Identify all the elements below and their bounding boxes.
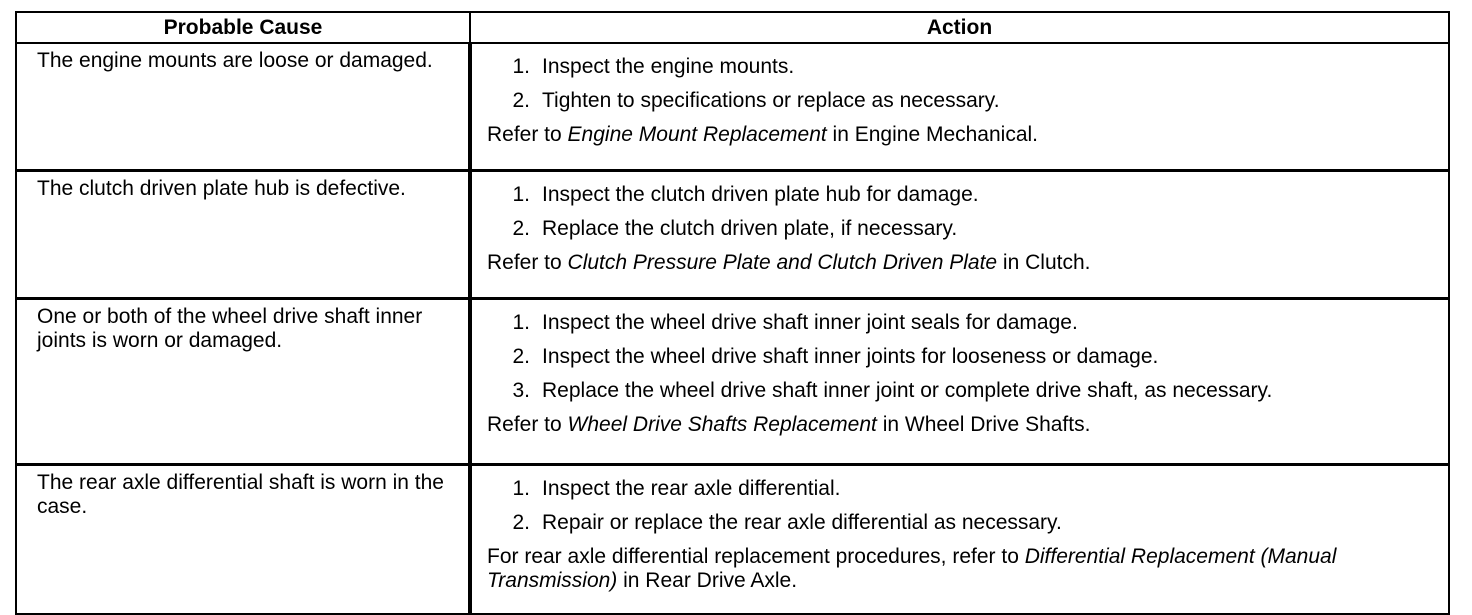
cause-cell: The clutch driven plate hub is defective. <box>16 171 470 299</box>
step-text: Repair or replace the rear axle differential as necessary. <box>542 511 1062 534</box>
action-cell <box>470 299 1449 465</box>
action-step <box>487 511 1440 535</box>
reference-note <box>487 413 1440 437</box>
reference-note <box>487 545 1440 593</box>
reference-title: Wheel Drive Shafts Replacement <box>567 413 877 436</box>
reference-suffix: in Clutch. <box>997 251 1091 274</box>
action-step <box>487 217 1440 241</box>
step-number: 2. <box>512 345 530 368</box>
action-step <box>487 345 1440 369</box>
reference-suffix: in Engine Mechanical. <box>826 123 1039 146</box>
step-text: Tighten to specifications or replace as necessary. <box>542 89 1000 112</box>
step-text: Inspect the engine mounts. <box>542 55 795 78</box>
step-number: 1. <box>512 55 530 78</box>
reference-title: Clutch Pressure Plate and Clutch Driven Plate <box>567 251 998 274</box>
action-column-header: Action <box>470 12 1449 43</box>
reference-suffix: in Wheel Drive Shafts. <box>876 413 1091 436</box>
diagnostic-table <box>15 11 1450 615</box>
step-number: 2. <box>512 89 530 112</box>
step-text: Inspect the clutch driven plate hub for damage. <box>542 183 979 206</box>
action-step <box>487 89 1440 113</box>
action-step <box>487 183 1440 207</box>
action-step <box>487 379 1440 403</box>
action-cell <box>470 171 1449 299</box>
reference-prefix: Refer to <box>487 413 568 436</box>
step-number: 1. <box>512 183 530 206</box>
header-row <box>16 12 1449 43</box>
action-cell <box>470 465 1449 615</box>
step-text: Replace the clutch driven plate, if necessary. <box>542 217 958 240</box>
step-text: Replace the wheel drive shaft inner joint or complete drive shaft, as necessary. <box>542 379 1273 402</box>
reference-prefix: Refer to <box>487 123 568 146</box>
step-number: 2. <box>512 511 530 534</box>
table-row <box>16 171 1449 299</box>
cause-cell: One or both of the wheel drive shaft inner joints is worn or damaged. <box>16 299 470 465</box>
step-number: 1. <box>512 311 530 334</box>
cause-cell: The rear axle differential shaft is worn in the case. <box>16 465 470 615</box>
step-text: Inspect the rear axle differential. <box>542 477 841 500</box>
reference-title: Engine Mount Replacement <box>567 123 827 146</box>
step-text: Inspect the wheel drive shaft inner joints for looseness or damage. <box>542 345 1159 368</box>
table-row <box>16 43 1449 171</box>
reference-prefix: Refer to <box>487 251 568 274</box>
table-row <box>16 299 1449 465</box>
table-row <box>16 465 1449 615</box>
reference-prefix: For rear axle differential replacement procedures, refer to <box>487 545 1025 568</box>
action-step <box>487 55 1440 79</box>
cause-cell: The engine mounts are loose or damaged. <box>16 43 470 171</box>
reference-title: Differential Replacement (Manual Transmission) <box>487 545 1337 592</box>
action-step <box>487 477 1440 501</box>
step-text: Inspect the wheel drive shaft inner joint seals for damage. <box>542 311 1078 334</box>
reference-note <box>487 123 1440 147</box>
reference-note <box>487 251 1440 275</box>
step-number: 3. <box>512 379 530 402</box>
action-cell <box>470 43 1449 171</box>
step-number: 2. <box>512 217 530 240</box>
step-number: 1. <box>512 477 530 500</box>
action-step <box>487 311 1440 335</box>
cause-column-header: Probable Cause <box>16 12 470 43</box>
reference-suffix: in Rear Drive Axle. <box>617 569 798 592</box>
